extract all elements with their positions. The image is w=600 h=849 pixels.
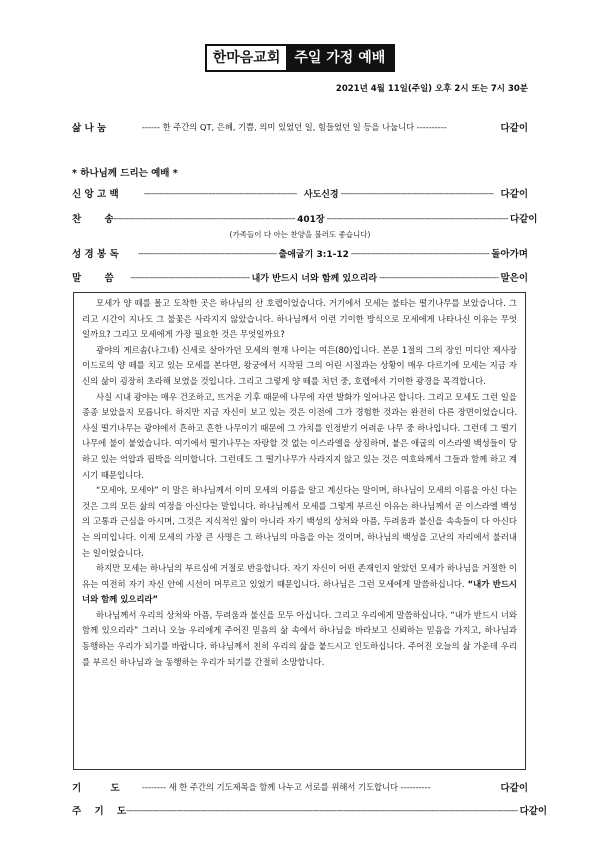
service-date: 2021년 4월 11일(주일) 오후 2시 또는 7시 30분 (335, 84, 528, 94)
dash-fill: ---------------------------------------------------------------------------- (113, 213, 296, 223)
hymn-text: 401장 (297, 214, 325, 225)
service-name: 주일 가정 예배 (286, 46, 393, 70)
creed-end: 다같이 (500, 189, 528, 200)
lords-prayer-line (72, 803, 548, 817)
dash-fill: -------------------------------------------------- (379, 272, 499, 282)
sharing-label: 삶 나 눔 (72, 123, 107, 134)
reading-end: 돌아가며 (491, 249, 528, 260)
dash-fill: ---------------------------------------------------------- (138, 248, 277, 258)
section-title: * 하나님께 드리는 예배 * (72, 168, 178, 179)
prayer-line (72, 780, 528, 794)
lords-prayer-end: 다같이 (519, 806, 548, 817)
hymn-note: (가족들이 다 아는 찬양을 불러도 좋습니다) (229, 230, 371, 239)
dash-fill: ---------------------------------------------------------------- (144, 188, 297, 198)
sermon-text: 내가 반드시 너와 함께 있으리라 (251, 273, 378, 284)
sermon-line (72, 270, 528, 284)
creed-text: 사도신경 (303, 189, 339, 200)
paragraph-text: 하지만 모세는 하나님의 부르심에 거절로 반응합니다. 자기 자신이 어떤 존재인지 알았던 모세가 하나님을 거절한 이유는 여전히 자기 자신 안에 시선이 머무르고 있었기 때문입니다. 하나님은 그런 모세에게 말씀하십니다. (82, 563, 517, 589)
sharing-line (72, 120, 528, 134)
dash-fill: -------------------------------------------------- (130, 272, 250, 282)
paragraph: 하나님께서 우리의 상처와 아픔, 두려움과 불신을 모두 아십니다. 그리고 우리에게 말씀하십니다. “내가 반드시 너와 함께 있으리라” 그러니 오늘 우리에게 주어진 믿음의 삶 속에서 하나님을 바라보고 신뢰하는 믿음을 가지고, 하나님과 동행하는 우리가 되기를 바랍니다. 하나님께서 친히 우리의 삶을 붙드시고 인도하십니다. 주어진 오늘의 삶 가운데 우리를 부르신 하나님과 늘 동행하는 우리가 되기를 간절히 소망합니다. (82, 609, 517, 667)
paragraph: 광야의 게르솜(나그네) 신세로 살아가던 모세의 현재 나이는 여든(80)입니다. 본문 1절의 그의 장인 미디안 제사장 이드로의 양 떼를 치고 있는 모세를 본다면, 왕궁에서 시작된 그의 어린 시절과는 상황이 매우 다르기에 모세는 지금 자신의 삶이 굉장히 초라해 보였을 것입니다. 그리고 그렇게 양 떼를 치던 중, 호렙에서 기이한 광경을 목격합니다. (82, 344, 517, 386)
creed-line (72, 186, 528, 200)
paragraph: “모세야, 모세야” 이 말은 하나님께서 이미 모세의 이름을 알고 계신다는 말이며, 하나님이 모세의 이름을 아신 다는 것은 그의 모든 삶의 여정을 아신다는 말입니다. 하나님께서 모세를 그렇게 부르신 이유는 하나님께서 곧 이스라엘 백성의 고통과 근심을 아시며, 그것은 지식적인 앎이 아니라 자기 백성의 상처와 아픔, 두려움과 불신을 속속들이 다 아신다는 의미입니다. 이제 모세의 가장 큰 사명은 그 하나님의 마음을 아는 것이며, 하나님의 백성을 고난의 자리에서 불러내는 일이었습니다. (82, 485, 517, 558)
sermon-end: 말은이 (500, 273, 528, 284)
prayer-text: -------- 새 한 주간의 기도제목을 함께 나누고 서로를 위해서 기도합니다 ---------- (142, 782, 431, 792)
dash-fill: ---------------------------------------------------------- (350, 248, 490, 258)
dash-fill: ---------------------------------------------------------------------------- (326, 213, 508, 223)
church-name: 한마음교회 (207, 46, 287, 70)
hymn-line (72, 211, 538, 225)
paragraph: 사실 시내 광야는 매우 건조하고, 뜨거운 기후 때문에 나무에 자연 발화가 일어나곤 합니다. 그리고 모세도 그런 일을 종종 보았을지 모릅니다. 하지만 지금 자신이 보고 있는 것은 이전에 그가 경험한 것과는 완전히 다른 장면이었습니다. 사실 떨기나무는 광야에서 흔하고 흔한 나무이기 때문에 그 가치를 인정받기 어려운 나무 중 하나입니다. 그런데 그 떨기나무에 불이 붙었습니다. 여기에서 떨기나무는 자랑할 것 없는 이스라엘을 상징하며, 붙은 애굽의 이스라엘 백성들이 당하고 있는 억압과 핍박을 의미합니다. 그런데도 그 떨기나무가 사라지지 않고 있는 것은 여호와께서 그들과 함께 하고 계시기 때문입니다. (82, 391, 517, 480)
sermon-body (73, 292, 526, 770)
reading-text: 출애굽기 3:1-12 (278, 249, 349, 260)
hymn-end: 다같이 (509, 214, 538, 225)
paragraph (82, 561, 517, 608)
sharing-end: 다같이 (500, 123, 528, 134)
sharing-text: ------ 한 주간의 QT, 은혜, 기쁨, 의미 있었던 일, 힘들었던 일 등을 나눕니다 ---------- (142, 122, 447, 132)
dash-fill: ---------------------------------------------------------------- (340, 188, 494, 198)
sermon-label: 말 씀 (72, 273, 114, 284)
prayer-label: 기 도 (72, 783, 120, 794)
paragraph: 모세가 양 떼를 몰고 도착한 곳은 하나님의 산 호렙이었습니다. 거기에서 모세는 불타는 떨기나무를 보았습니다. 그리고 시간이 지나도 그 불꽃은 사라지지 않았습니다. 하나님께서 이런 기이한 방식으로 모세에게 나타나신 이유는 무엇일까요? 그리고 모세에게 가장 필요한 것은 무엇일까요? (82, 298, 517, 340)
reading-label: 성 경 봉 독 (72, 249, 119, 260)
title-wrap (0, 44, 600, 72)
highlight-quote: “내가 반드시 너와 함께 있으리라” (82, 578, 517, 605)
lords-prayer-label: 주 기 도 (72, 806, 127, 817)
prayer-end: 다같이 (500, 783, 528, 794)
creed-label: 신 앙 고 백 (72, 189, 119, 200)
hymn-label: 찬 송 (72, 214, 114, 225)
dash-fill: -------------------------------------------------------------------------------------------------------------------------------------------------------------------- (126, 805, 518, 815)
title-box (205, 44, 396, 72)
reading-line (72, 246, 528, 260)
